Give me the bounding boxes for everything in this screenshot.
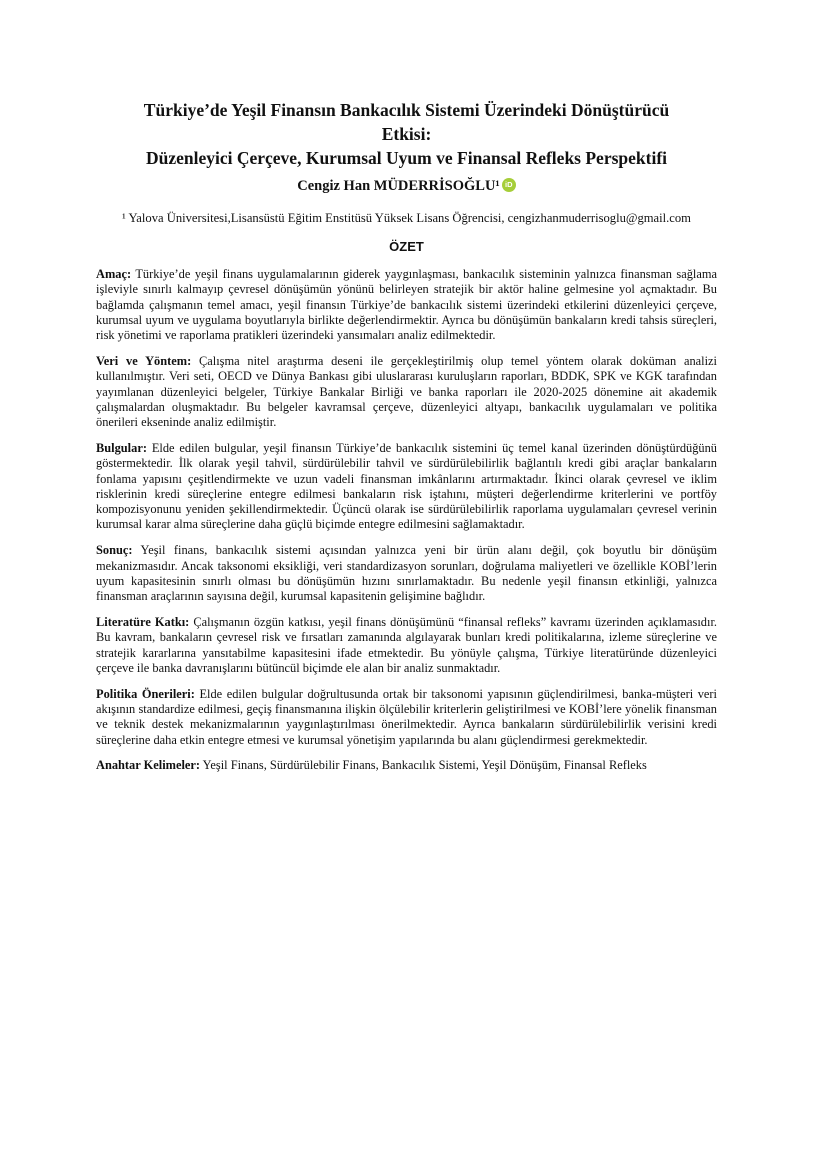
abstract-section-veri-yontem (96, 354, 717, 430)
section-label: Literatüre Katkı: (96, 614, 190, 629)
section-label: Sonuç: (96, 543, 133, 558)
section-text: Yeşil finans, bankacılık sistemi açısından yalnızca yeni bir ürün alanı değil, çok boyutlu bir dönüşüm mekanizmasıdır. Ancak taksonomi eksikliği, veri standardizasyon sorunları, doğrulama maliyetleri ve özellikle KOBİ’lerin uyum kapasitesinin sınırlı olması bu dönüşümün hızını sınırlamaktadır. Bu nedenle yeşil finansın etkinliği, yalnızca finansman araçlarının sayısına değil, kurumsal kapasitenin gelişimine bağlıdır. (96, 543, 717, 604)
author-name: Cengiz Han MÜDERRİSOĞLU¹ (297, 178, 500, 194)
keywords-text: Yeşil Finans, Sürdürülebilir Finans, Bankacılık Sistemi, Yeşil Dönüşüm, Finansal Refleks (200, 758, 647, 773)
abstract-section-bulgular (96, 441, 717, 533)
section-text: Türkiye’de yeşil finans uygulamalarının giderek yaygınlaşması, bankacılık sisteminin yalnızca finansman sağlama işleviyle sınırlı kalmayıp çevresel dönüşümün yönünü belirleyen stratejik bir aktör haline gelmesine yol açmaktadır. Bu bağlamda çalışmanın temel amacı, yeşil finansın Türkiye’de bankacılık sistemi üzerindeki etkilerini düzenleyici çerçeve, kurumsal uyum ve uygulama boyutlarıyla birlikte değerlendirmektir. Ayrıca bu dönüşümün bankaların kredi tahsis süreçleri, risk yönetimi ve raporlama pratikleri üzerindeki yansımaları analiz edilmektedir. (96, 267, 717, 343)
abstract-section-amac (96, 267, 717, 343)
abstract-body (96, 267, 717, 784)
abstract-section-literature (96, 615, 717, 676)
section-text: Elde edilen bulgular doğrultusunda ortak bir taksonomi yapısının güçlendirilmesi, banka-müşteri veri akışının standardize edilmesi, geçiş finansmanına ilişkin ölçülebilir kriterlerin geliştirilmesi ve KOBİ’lere yönelik finansman ve teknik destek mekanizmalarının yaygınlaştırılması önerilmektedir. Ayrıca bankaların sürdürülebilirlik verisini kredi süreçlerine daha etkin entegre etmesi ve kurumsal yönetişim yapılarında bu alanı güçlendirmesi gerekmektedir. (96, 686, 717, 747)
section-text: Elde edilen bulgular, yeşil finansın Türkiye’de bankacılık sistemini üç temel kanal üzerinden dönüştürdüğünü göstermektedir. İlk olarak yeşil tahvil, sürdürülebilir tahvil ve sürdürülebilirlik bağlantılı kredi gibi araçlar bankaların fonlama yapısını çeşitlendirmekte ve uzun vadeli finansman imkânlarını artırmaktadır. İkinci olarak çevresel ve iklim risklerinin kredi süreçlerine entegre edilmesi bankaların risk iştahını, müşteri değerlendirme kriterlerini ve portföy kompozisyonunu yeniden şekillendirmektedir. Üçüncü olarak ise sürdürülebilirlik raporlama uygulamaları çevresel verinin kurumsal karar alma süreçlerine daha güçlü biçimde entegre edilmesini sağlamaktadır. (96, 440, 717, 532)
section-label: Amaç: (96, 267, 132, 281)
title-line: Etkisi: (381, 124, 432, 144)
section-label: Bulgular: (96, 440, 147, 455)
section-text: Çalışmanın özgün katkısı, yeşil finans dönüşümünü “finansal refleks” kavramı üzerinden açıklamasıdır. Bu kavram, bankaların çevresel risk ve fırsatları zamanında algılayarak bunları kredi politikalarına, izleme süreçlerine ve stratejik kararlarına yansıtabilme kapasitesini ifade etmektedir. Bu yönüyle çalışma, Türkiye literatüründe düzenleyici çerçeve ile banka davranışlarını bütüncül biçimde ele alan bir analiz sunmaktadır. (96, 614, 717, 675)
abstract-heading: ÖZET (389, 239, 424, 254)
section-label: Veri ve Yöntem: (96, 353, 192, 368)
author-affiliation: ¹ Yalova Üniversitesi,Lisansüstü Eğitim Enstitüsü Yüksek Lisans Öğrencisi, cengizhanmuderrisoglu@gmail.com (122, 211, 691, 225)
abstract-section-sonuc (96, 543, 717, 604)
title-line: Düzenleyici Çerçeve, Kurumsal Uyum ve Finansal Refleks Perspektifi (145, 148, 668, 168)
author-line (96, 176, 717, 196)
title-line: Türkiye’de Yeşil Finansın Bankacılık Sistemi Üzerindeki Dönüştürücü (143, 100, 670, 120)
section-text: Çalışma nitel araştırma deseni ile gerçekleştirilmiş olup temel yöntem olarak doküman analizi kullanılmıştır. Veri seti, OECD ve Dünya Bankası gibi uluslararası kuruluşların raporları, BDDK, SPK ve KGK tarafından yayımlanan düzenleyici belgeler, Türkiye Bankalar Birliği ve banka raporları ile 2020-2025 dönemine ait akademik çalışmalardan oluşmaktadır. Bu belgeler kavramsal çerçeve, düzenleyici altyapı, bankacılık uygulamaları ve politika önerileri ekseninde analiz edilmiştir. (96, 353, 717, 430)
keywords-label: Anahtar Kelimeler: (96, 758, 201, 773)
orcid-icon[interactable]: iD (502, 178, 516, 192)
paper-title (96, 98, 717, 170)
abstract-section-policy (96, 687, 717, 748)
keywords (96, 758, 717, 773)
section-label: Politika Önerileri: (96, 686, 195, 701)
